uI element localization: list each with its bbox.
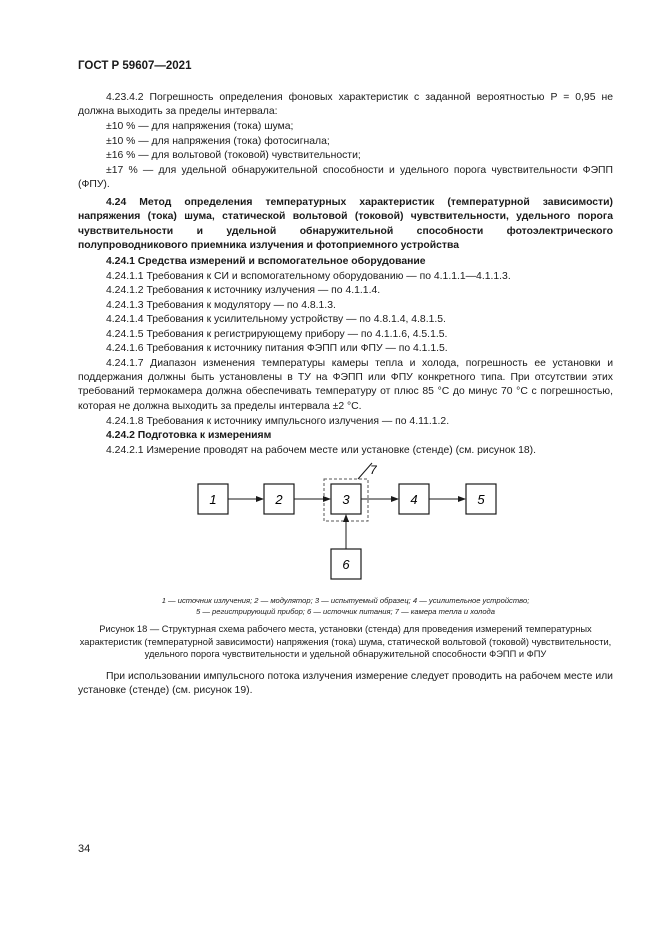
list-item: 4.24.1.2 Требования к источнику излучения — по 4.1.1.4.	[106, 285, 381, 296]
chamber-label: 7	[370, 463, 377, 477]
paragraph-4-24-1-8: 4.24.1.8 Требования к источнику импульсного излучения — по 4.11.1.2.	[106, 415, 450, 427]
final-paragraph: При использовании импульсного потока излучения измерение следует проводить на рабочем месте или установке (стенде) (см. рисунок 19).	[78, 671, 613, 697]
paragraph-4-23-4-2: 4.23.4.2 Погрешность определения фоновых характеристик с заданной вероятностью P = 0,95 не должна выходить за пределы интервала:	[78, 92, 613, 118]
block-1-label: 1	[209, 492, 217, 507]
subsection-heading-4-24-1: 4.24.1 Средства измерений и вспомогательное оборудование	[106, 256, 426, 267]
page-number: 34	[78, 843, 91, 855]
figure-legend-line: 1 — источник излучения; 2 — модулятор; 3 — испытуемый образец; 4 — усилительное устройство;	[161, 596, 530, 605]
list-item: 4.24.1.1 Требования к СИ и вспомогательному оборудованию — по 4.1.1.1—4.1.1.3.	[106, 270, 511, 282]
figure-legend-line: 5 — регистрирующий прибор; 6 — источник питания; 7 — камера тепла и холода	[196, 607, 495, 616]
list-item: 4.24.1.3 Требования к модулятору — по 4.8.1.3.	[106, 299, 336, 311]
figure-caption: Рисунок 18 — Структурная схема рабочего места, установки (стенда) для проведения измерений температурных характеристик (температурной зависимости) напряжения (тока) шума, статической вольтовой (токовой) чувствительности, удельного порога чувствительности и удельной обнаружительной способности ФЭПП и ФПУ	[79, 624, 612, 660]
block-3-label: 3	[342, 492, 350, 507]
block-diagram	[180, 463, 510, 585]
block-2-label: 2	[275, 492, 283, 507]
document-header: ГОСТ Р 59607—2021	[78, 60, 192, 72]
list-item: 4.24.1.5 Требования к регистрирующему прибору — по 4.1.1.6, 4.5.1.5.	[106, 328, 448, 340]
list-item: 4.24.1.6 Требования к источнику питания ФЭПП или ФПУ — по 4.1.1.5.	[106, 343, 448, 354]
subsection-heading-4-24-2: 4.24.2 Подготовка к измерениям	[106, 430, 272, 441]
list-item: ±16 % — для вольтовой (токовой) чувствительности;	[106, 150, 361, 161]
list-item: 4.24.1.4 Требования к усилительному устройству — по 4.8.1.4, 4.8.1.5.	[106, 314, 446, 325]
list-item: ±17 % — для удельной обнаружительной способности и удельного порога чувствительности ФЭПП (ФПУ).	[78, 164, 613, 190]
paragraph-4-24-1-7: 4.24.1.7 Диапазон изменения температуры камеры тепла и холода, погрешность ее установки и поддержания должны быть установлены в ТУ на ФЭПП или ФПУ конкретного типа. При отсутствии этих требований термокамера должна обеспечивать температуру от плюс 85 °С до минус 70 °С с погрешностью, которая не должна выходить за пределы интервала ±2 °С.	[78, 357, 613, 412]
list-item: ±10 % — для напряжения (тока) фотосигнала;	[106, 135, 330, 147]
block-4-label: 4	[410, 492, 418, 507]
list-item: ±10 % — для напряжения (тока) шума;	[106, 121, 294, 132]
block-5-label: 5	[477, 492, 485, 507]
paragraph-4-24-2-1: 4.24.2.1 Измерение проводят на рабочем месте или установке (стенде) (см. рисунок 18).	[106, 444, 536, 456]
block-6-label: 6	[342, 557, 350, 572]
section-heading-4-24: 4.24 Метод определения температурных характеристик (температурной зависимости) напряжения (тока) шума, статической вольтовой (токовой) чувствительности, удельного порога чувствительности и удельной обнаружительной способности фотоэлектрического полупроводникового приемника излучения и фотоприемного устройства	[78, 197, 613, 252]
